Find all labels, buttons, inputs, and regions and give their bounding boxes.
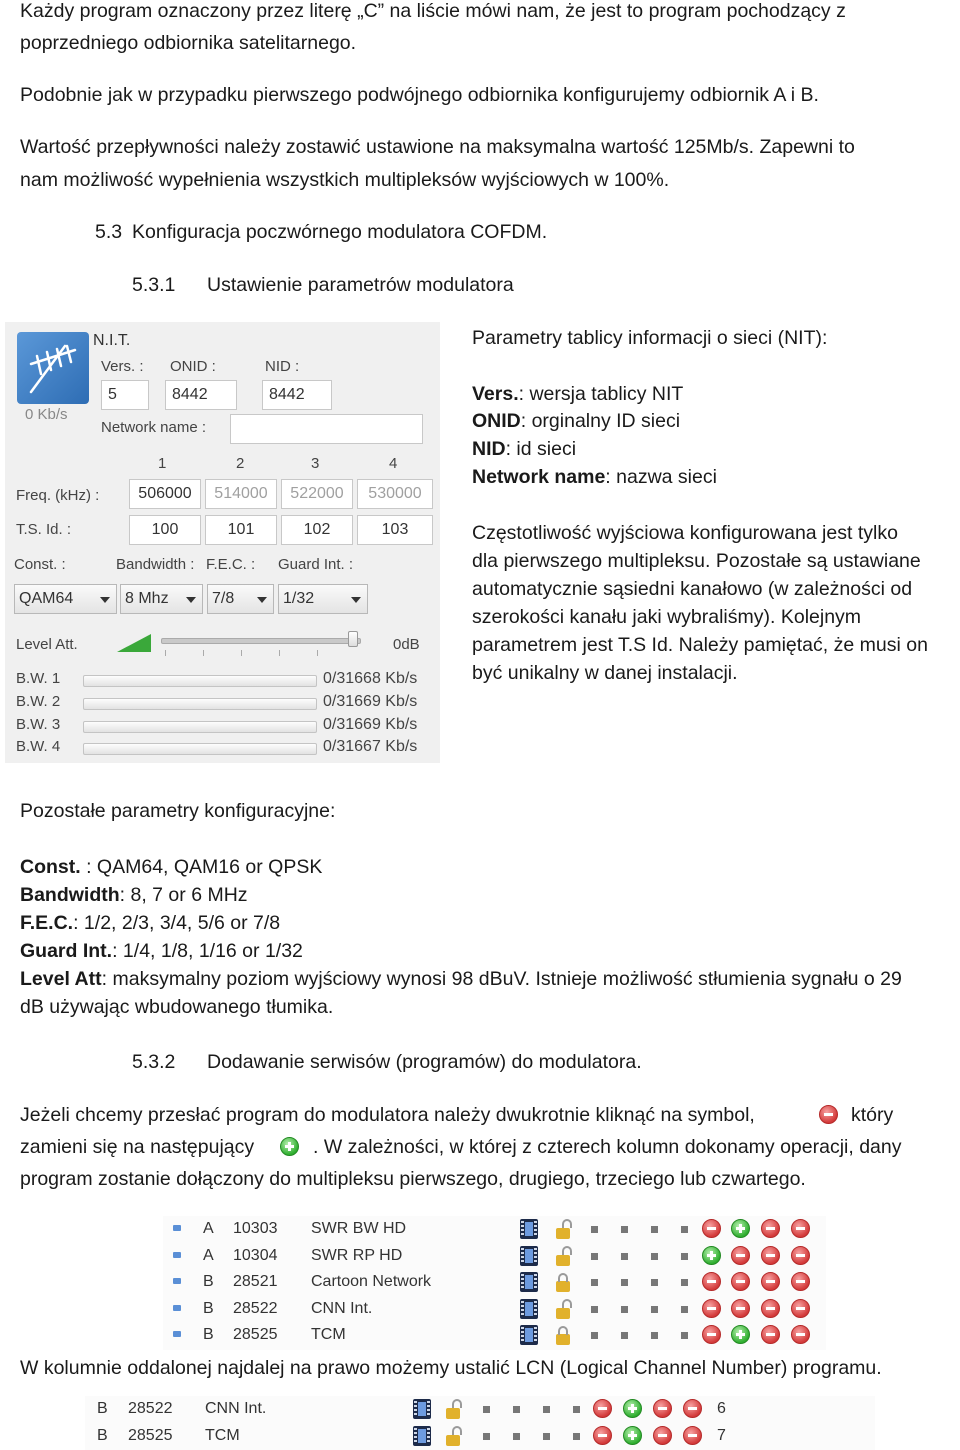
guard-label: Guard Int. : <box>278 556 354 573</box>
remove-icon[interactable] <box>653 1399 672 1418</box>
freq-input-1[interactable]: 506000 <box>129 479 201 509</box>
guard-select-value: 1/32 <box>283 590 315 607</box>
definition-vers: Vers.: wersja tablicy NIT <box>472 383 684 405</box>
heading-5-3-number: 5.3 <box>95 221 123 243</box>
onid-input[interactable]: 8442 <box>165 380 237 410</box>
video-icon-fill <box>525 1222 533 1236</box>
list-item[interactable] <box>163 1216 826 1242</box>
bw1-value: 0/31668 Kb/s <box>323 670 418 687</box>
bw4-bar <box>83 743 317 755</box>
bw3-value: 0/31669 Kb/s <box>323 716 418 733</box>
onid-label: ONID : <box>170 358 216 375</box>
signal-level-icon <box>117 634 151 652</box>
service-id: 28525 <box>128 1427 173 1444</box>
remove-icon[interactable] <box>791 1272 810 1291</box>
unlock-icon[interactable] <box>446 1435 460 1446</box>
service-name: CNN Int. <box>311 1299 373 1317</box>
video-icon-fill <box>525 1328 533 1342</box>
status-icon <box>173 1331 181 1337</box>
param-fec: F.E.C.: 1/2, 2/3, 3/4, 5/6 or 7/8 <box>20 912 281 934</box>
modulator-config-panel <box>5 322 440 763</box>
lock-icon[interactable] <box>556 1281 570 1292</box>
remove-icon[interactable] <box>791 1246 810 1265</box>
add-service-line-end: który <box>851 1104 894 1126</box>
source-letter: B <box>203 1299 214 1317</box>
add-service-line: Jeżeli chcemy przesłać program do modulatora należy dwukrotnie kliknąć na symbol, <box>20 1104 755 1126</box>
definition-onid: ONID: orginalny ID sieci <box>472 410 681 432</box>
remove-icon[interactable] <box>731 1246 750 1265</box>
slider-ticks <box>165 650 355 656</box>
source-letter: B <box>203 1326 214 1343</box>
bw4-value: 0/31667 Kb/s <box>323 738 418 755</box>
network-name-label: Network name : <box>101 419 207 436</box>
level-att-slider-thumb[interactable] <box>348 631 358 647</box>
column-header-3: 3 <box>311 455 320 472</box>
video-icon-fill <box>525 1302 533 1316</box>
list-item[interactable] <box>163 1296 826 1322</box>
freq-paragraph-line: automatycznie sąsiedni kanałowo (w zależności od <box>472 578 913 600</box>
fec-label: F.E.C. : <box>206 556 256 573</box>
tsid-input-1[interactable]: 100 <box>129 515 201 545</box>
video-icon <box>413 1399 431 1419</box>
freq-paragraph-line: szerokości kanału jaki wybraliśmy). Kolejnym <box>472 606 862 628</box>
service-name: CNN Int. <box>205 1400 267 1417</box>
dot-icon <box>591 1332 598 1339</box>
lock-icon[interactable] <box>556 1334 570 1345</box>
dot-icon <box>681 1279 688 1286</box>
dot-icon <box>483 1406 490 1413</box>
remove-icon[interactable] <box>791 1219 810 1238</box>
unlock-icon[interactable] <box>556 1308 570 1319</box>
freq-input-3: 522000 <box>281 479 353 509</box>
video-icon <box>520 1219 538 1239</box>
service-id: 28525 <box>233 1326 278 1343</box>
unlock-icon[interactable] <box>446 1408 460 1419</box>
vers-input[interactable]: 5 <box>101 380 149 410</box>
dot-icon <box>681 1332 688 1339</box>
dot-icon <box>591 1253 598 1260</box>
const-label: Const. : <box>14 556 66 573</box>
video-icon <box>520 1325 538 1345</box>
param-level-att: Level Att: maksymalny poziom wyjściowy wynosi 98 dBuV. Istnieje możliwość stłumienia sygnału o 29 <box>20 968 902 990</box>
service-id: 28521 <box>233 1273 278 1290</box>
status-icon <box>173 1305 181 1311</box>
list-item[interactable] <box>163 1322 826 1348</box>
video-icon-fill <box>525 1249 533 1263</box>
service-id: 28522 <box>233 1299 278 1317</box>
remove-icon[interactable] <box>702 1219 721 1238</box>
dot-icon <box>591 1306 598 1313</box>
fec-select-value: 7/8 <box>212 590 235 607</box>
paragraph-line: nam możliwość wypełnienia wszystkich multipleksów wyjściowych w 100%. <box>20 169 670 191</box>
service-name: TCM <box>205 1427 240 1444</box>
bw2-label: B.W. 2 <box>16 693 61 710</box>
freq-input-4: 530000 <box>357 479 433 509</box>
freq-paragraph-line: być unikalny w danej instalacji. <box>472 662 738 684</box>
video-icon-fill <box>418 1402 426 1416</box>
level-att-slider[interactable] <box>161 638 361 644</box>
param-bandwidth: Bandwidth: 8, 7 or 6 MHz <box>20 884 248 906</box>
unlock-icon[interactable] <box>556 1255 570 1266</box>
dot-icon <box>483 1433 490 1440</box>
add-icon[interactable] <box>731 1219 750 1238</box>
video-icon <box>520 1299 538 1319</box>
remove-icon[interactable] <box>731 1272 750 1291</box>
dot-icon <box>621 1226 628 1233</box>
remove-icon[interactable] <box>791 1325 810 1344</box>
list-item[interactable] <box>85 1423 875 1449</box>
param-const: Const. : QAM64, QAM16 or QPSK <box>20 856 323 878</box>
chevron-down-icon <box>351 597 361 603</box>
dot-icon <box>513 1406 520 1413</box>
heading-5-3-2: Dodawanie serwisów (programów) do modulatora. <box>207 1051 642 1073</box>
level-att-label: Level Att. <box>16 636 78 653</box>
dot-icon <box>543 1433 550 1440</box>
video-icon <box>520 1272 538 1292</box>
dot-icon <box>651 1226 658 1233</box>
param-guard: Guard Int.: 1/4, 1/8, 1/16 or 1/32 <box>20 940 303 962</box>
status-icon <box>173 1278 181 1284</box>
dot-icon <box>651 1306 658 1313</box>
heading-5-3: Konfiguracja poczwórnego modulatora COFDM. <box>132 221 548 243</box>
service-name: SWR RP HD <box>311 1246 403 1264</box>
dot-icon <box>621 1332 628 1339</box>
const-select-value: QAM64 <box>19 590 74 607</box>
bw4-label: B.W. 4 <box>16 738 61 755</box>
dot-icon <box>573 1406 580 1413</box>
remove-icon[interactable] <box>683 1426 702 1445</box>
remove-icon[interactable] <box>761 1219 780 1238</box>
vers-label: Vers. : <box>101 358 144 375</box>
bw2-value: 0/31669 Kb/s <box>323 693 418 710</box>
dot-icon <box>573 1433 580 1440</box>
service-id: 10304 <box>233 1246 278 1264</box>
remove-icon[interactable] <box>702 1272 721 1291</box>
lcn-value: 6 <box>717 1400 726 1417</box>
add-icon <box>280 1137 299 1156</box>
bw2-bar <box>83 698 317 710</box>
remove-icon[interactable] <box>702 1299 721 1318</box>
remove-icon[interactable] <box>653 1426 672 1445</box>
dot-icon <box>681 1226 688 1233</box>
status-icon <box>173 1225 181 1231</box>
remove-icon[interactable] <box>761 1272 780 1291</box>
add-icon[interactable] <box>623 1426 642 1445</box>
remove-icon[interactable] <box>761 1299 780 1318</box>
dot-icon <box>591 1226 598 1233</box>
freq-input-2: 514000 <box>205 479 277 509</box>
bw1-bar <box>83 675 317 687</box>
service-name: SWR BW HD <box>311 1220 407 1237</box>
other-params-title: Pozostałe parametry konfiguracyjne: <box>20 800 336 822</box>
freq-paragraph-line: dla pierwszego multipleksu. Pozostałe są ustawiane <box>472 550 921 572</box>
service-name: Cartoon Network <box>311 1273 432 1290</box>
unlock-icon[interactable] <box>556 1228 570 1239</box>
bw3-bar <box>83 721 317 733</box>
list-item[interactable] <box>85 1396 875 1422</box>
list-item[interactable] <box>163 1269 826 1295</box>
dot-icon <box>621 1253 628 1260</box>
column-header-4: 4 <box>389 455 398 472</box>
remove-icon[interactable] <box>702 1325 721 1344</box>
freq-paragraph-line: parametrem jest T.S Id. Należy pamiętać, że musi on <box>472 634 928 656</box>
remove-icon[interactable] <box>593 1426 612 1445</box>
nid-label: NID : <box>265 358 300 375</box>
list-item[interactable] <box>163 1243 826 1269</box>
video-icon <box>520 1246 538 1266</box>
level-att-value: 0dB <box>393 636 420 653</box>
status-icon <box>173 1252 181 1258</box>
add-service-line: program zostanie dołączony do multipleksu pierwszego, drugiego, trzeciego lub czwartego. <box>20 1168 806 1190</box>
remove-icon <box>819 1105 838 1124</box>
chevron-down-icon <box>257 597 267 603</box>
video-icon <box>413 1426 431 1446</box>
lcn-value: 7 <box>717 1427 726 1444</box>
antenna-icon <box>17 332 89 404</box>
column-header-2: 2 <box>236 455 245 472</box>
chevron-down-icon <box>100 597 110 603</box>
paragraph-line: Podobnie jak w przypadku pierwszego podwójnego odbiornika konfigurujemy odbiornik A i B. <box>20 84 819 106</box>
chevron-down-icon <box>186 597 196 603</box>
remove-icon[interactable] <box>761 1246 780 1265</box>
source-letter: A <box>203 1246 214 1264</box>
tsid-input-3[interactable]: 102 <box>281 515 353 545</box>
heading-5-3-1-number: 5.3.1 <box>132 274 176 296</box>
dot-icon <box>591 1279 598 1286</box>
bandwidth-label: Bandwidth : <box>116 556 195 573</box>
dot-icon <box>513 1433 520 1440</box>
add-service-line-end: . W zależności, w której z czterech kolumn dokonamy operacji, dany <box>313 1136 902 1158</box>
nit-label: N.I.T. <box>93 332 131 349</box>
source-letter: B <box>97 1427 108 1444</box>
dot-icon <box>681 1306 688 1313</box>
source-letter: B <box>203 1273 214 1290</box>
video-icon-fill <box>525 1275 533 1289</box>
service-id: 10303 <box>233 1220 278 1237</box>
nid-input[interactable]: 8442 <box>262 380 332 410</box>
nit-section-title: Parametry tablicy informacji o sieci (NIT): <box>472 327 828 349</box>
paragraph-line: Każdy program oznaczony przez literę „C” na liście mówi nam, że jest to program pochodzący z <box>20 0 846 22</box>
guard-select[interactable] <box>278 584 368 614</box>
definition-network-name: Network name: nazwa sieci <box>472 466 717 488</box>
add-icon[interactable] <box>702 1246 721 1265</box>
source-letter: B <box>97 1400 108 1417</box>
bandwidth-select[interactable] <box>120 584 203 614</box>
tsid-input-2[interactable]: 101 <box>205 515 277 545</box>
video-icon-fill <box>418 1429 426 1443</box>
heading-5-3-2-number: 5.3.2 <box>132 1051 176 1073</box>
freq-paragraph-line: Częstotliwość wyjściowa konfigurowana jest tylko <box>472 522 898 544</box>
tsid-input-4[interactable]: 103 <box>357 515 433 545</box>
add-service-line: zamieni się na następujący <box>20 1136 255 1158</box>
freq-label: Freq. (kHz) : <box>16 487 100 504</box>
source-letter: A <box>203 1220 214 1237</box>
tsid-label: T.S. Id. : <box>16 521 72 538</box>
paragraph-line: Wartość przepływności należy zostawić ustawione na maksymalna wartość 125Mb/s. Zapewni to <box>20 136 855 158</box>
dot-icon <box>621 1306 628 1313</box>
service-list <box>163 1216 826 1350</box>
remove-icon[interactable] <box>593 1399 612 1418</box>
remove-icon[interactable] <box>761 1325 780 1344</box>
bitrate-readout: 0 Kb/s <box>25 406 68 423</box>
lcn-paragraph: W kolumnie oddalonej najdalej na prawo możemy ustalić LCN (Logical Channel Number) programu. <box>20 1357 882 1379</box>
dot-icon <box>543 1406 550 1413</box>
heading-5-3-1: Ustawienie parametrów modulatora <box>207 274 514 296</box>
definition-nid: NID: id sieci <box>472 438 577 460</box>
dot-icon <box>651 1279 658 1286</box>
remove-icon[interactable] <box>683 1399 702 1418</box>
const-select[interactable] <box>14 584 117 614</box>
dot-icon <box>651 1332 658 1339</box>
bw3-label: B.W. 3 <box>16 716 61 733</box>
add-icon[interactable] <box>731 1325 750 1344</box>
add-icon[interactable] <box>623 1399 642 1418</box>
service-id: 28522 <box>128 1400 173 1417</box>
remove-icon[interactable] <box>791 1299 810 1318</box>
bandwidth-select-value: 8 Mhz <box>125 590 169 607</box>
network-name-input[interactable] <box>230 414 423 444</box>
paragraph-line: poprzedniego odbiornika satelitarnego. <box>20 32 357 54</box>
service-name: TCM <box>311 1326 346 1343</box>
service-list-lcn <box>85 1396 875 1450</box>
bw1-label: B.W. 1 <box>16 670 61 687</box>
dot-icon <box>621 1279 628 1286</box>
column-header-1: 1 <box>158 455 167 472</box>
dot-icon <box>681 1253 688 1260</box>
remove-icon[interactable] <box>731 1299 750 1318</box>
param-level-att-line2: dB używając wbudowanego tłumika. <box>20 996 334 1018</box>
fec-select[interactable] <box>207 584 274 614</box>
dot-icon <box>651 1253 658 1260</box>
